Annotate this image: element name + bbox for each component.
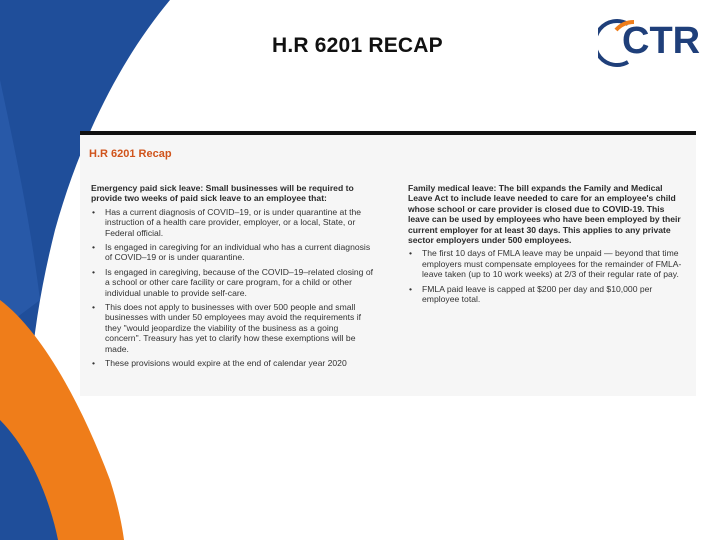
family-leave-heading: Family medical leave: The bill expands the Family and Medical Leave Act to include leave needed to care for an employee's child whose school or care provider is closed due to COVID-19. This leave can be used by employees who have been employed by their current employer for at least 30 days. This applies to any private sector employers under 500 employees. bbox=[408, 183, 681, 246]
slide-title: H.R 6201 RECAP bbox=[272, 34, 443, 57]
logo-text: CTR bbox=[622, 20, 701, 62]
list-item: • Is engaged in caregiving, because of the COVID–19–related closing of a school or other care facility or care program, for a child or other individual unable to provide self-care. bbox=[91, 267, 375, 298]
card-title: H.R 6201 Recap bbox=[89, 148, 172, 160]
list-item: • FMLA paid leave is capped at $200 per day and $10,000 per employee total. bbox=[408, 284, 686, 305]
list-item: • This does not apply to businesses with over 500 people and small businesses with under 50 employees may avoid the requirements if they "would jeopardize the viability of the business as a going concern". Treasury has yet to clarify how these exemptions will be made. bbox=[91, 302, 375, 354]
list-item: • These provisions would expire at the end of calendar year 2020 bbox=[91, 358, 375, 368]
family-leave-list bbox=[408, 248, 686, 304]
list-item: • The first 10 days of FMLA leave may be unpaid — beyond that time employers must compensate employees for the remainder of FMLA-leave taken (up to 10 work weeks) at 2/3 of their regular rate of pay. bbox=[408, 248, 686, 279]
ctr-logo bbox=[598, 14, 710, 70]
sick-leave-list bbox=[91, 207, 375, 369]
recap-card bbox=[80, 131, 696, 396]
sick-leave-heading: Emergency paid sick leave: Small businesses will be required to provide two weeks of paid sick leave to an employee that: bbox=[91, 183, 354, 204]
list-item: • Is engaged in caregiving for an individual who has a current diagnosis of COVID–19 or is under quarantine. bbox=[91, 242, 375, 263]
list-item: • Has a current diagnosis of COVID–19, or is under quarantine at the instruction of a health care provider, employer, or a local, State, or Federal official. bbox=[91, 207, 375, 238]
sick-leave-column bbox=[91, 183, 375, 373]
family-leave-column bbox=[408, 183, 686, 308]
